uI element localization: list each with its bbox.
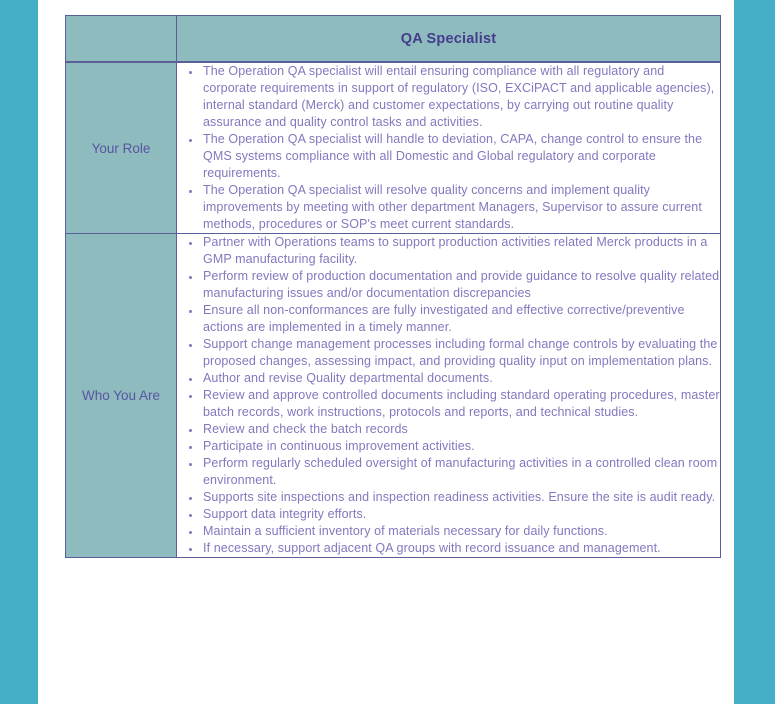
- table-row-your-role: [66, 62, 721, 234]
- header-title-cell: QA Specialist: [177, 16, 721, 63]
- table-header-row: [66, 16, 721, 63]
- bullet-item: • The Operation QA specialist will handle to deviation, CAPA, change control to ensure the QMS systems compliance with all Domestic and Global regulatory and corporate requirements.: [201, 131, 720, 182]
- who-you-are-bullet-list: [177, 234, 720, 557]
- bullet-item: • Author and revise Quality departmental documents.: [201, 370, 720, 387]
- row-label-who-you-are: Who You Are: [66, 234, 177, 558]
- row-content-your-role: [177, 62, 721, 234]
- bullet-item: • Perform regularly scheduled oversight of manufacturing activities in a controlled clean room environment.: [201, 455, 720, 489]
- bullet-item: • The Operation QA specialist will entail ensuring compliance with all regulatory and corporate requirements in support of regulatory (ISO, EXCiPACT and applicable agencies), internal standard (Merck) and customer expectations, by carrying out routine quality assurance and quality control tasks and activities.: [201, 63, 720, 131]
- job-description-table-container: [65, 15, 721, 558]
- bullet-item: • Ensure all non-conformances are fully investigated and effective corrective/preventive actions are implemented in a timely manner.: [201, 302, 720, 336]
- bullet-item: • Participate in continuous improvement activities.: [201, 438, 720, 455]
- row-label-your-role: Your Role: [66, 62, 177, 234]
- bullet-item: • Support data integrity efforts.: [201, 506, 720, 523]
- bullet-item: • Partner with Operations teams to support production activities related Merck products in a GMP manufacturing facility.: [201, 234, 720, 268]
- header-corner-cell: [66, 16, 177, 63]
- bullet-item: • Maintain a sufficient inventory of materials necessary for daily functions.: [201, 523, 720, 540]
- job-description-table: [65, 15, 721, 558]
- bullet-item: • Supports site inspections and inspection readiness activities. Ensure the site is audit ready.: [201, 489, 720, 506]
- row-content-who-you-are: [177, 234, 721, 558]
- bullet-item: • Review and approve controlled documents including standard operating procedures, master batch records, work instructions, protocols and reports, and technical studies.: [201, 387, 720, 421]
- right-teal-band: [734, 0, 775, 704]
- your-role-bullet-list: [177, 63, 720, 233]
- bullet-item: • Review and check the batch records: [201, 421, 720, 438]
- bullet-item: • If necessary, support adjacent QA groups with record issuance and management.: [201, 540, 720, 557]
- bullet-item: • The Operation QA specialist will resolve quality concerns and implement quality improvements by meeting with other department Managers, Supervisor to assure current methods, procedures or SOP's meet current standards.: [201, 182, 720, 233]
- bullet-item: • Support change management processes including formal change controls by evaluating the proposed changes, assessing impact, and providing quality input on implementation plans.: [201, 336, 720, 370]
- bullet-item: • Perform review of production documentation and provide guidance to resolve quality related manufacturing issues and/or documentation discrepancies: [201, 268, 720, 302]
- table-row-who-you-are: [66, 234, 721, 558]
- left-teal-band: [0, 0, 38, 704]
